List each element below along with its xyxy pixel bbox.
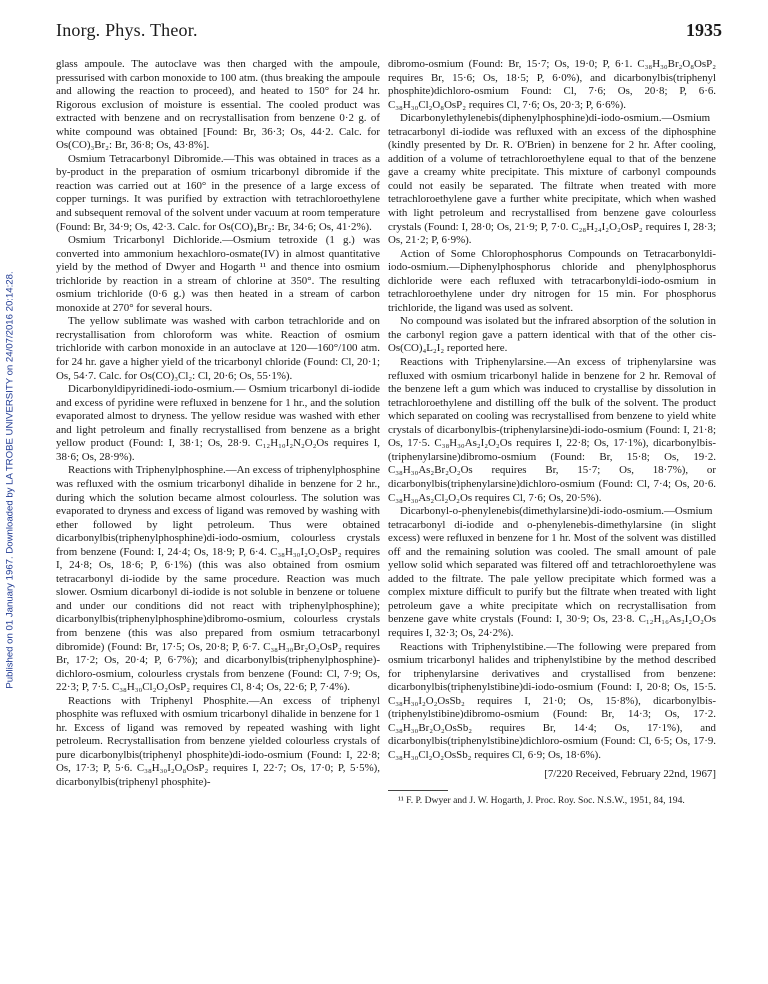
paragraph: Osmium Tricarbonyl Dichloride.—Osmium tetroxide (1 g.) was converted into ammonium hexachloro-osmate(IV) in almost quantitative yield by the method of Dwyer and Hogarth ¹¹ and thence into osmium trichloride by reaction in a stream of chlorine at 350°. The resulting osmium trichloride (0·6 g.) was then heated in a stream of carbon monoxide at 270° for several hours. [56,234,380,314]
paragraph: dibromo-osmium (Found: Br, 15·7; Os, 19·0; P, 6·1. C₃₈H₃₀Br₂O₈OsP₂ requires Br, 15·6; Os, 18·5; P, 6·0%), and dicarbonylbis(triphenyl phosphite)dichloro-osmium Found: Cl, 7·6; Os, 20·8; P, 6·6. C₃₈H₃₀Cl₂O₈OsP₂ requires Cl, 7·6; Os, 20·3; P, 6·6%). [388,58,716,111]
footnote: ¹¹ F. P. Dwyer and J. W. Hogarth, J. Proc. Roy. Soc. N.S.W., 1951, 84, 194. [398,794,685,806]
received-date: [7/220 Received, February 22nd, 1967] [544,768,716,781]
footnote-divider [388,790,448,791]
running-header [56,20,722,46]
journal-title: Inorg. Phys. Theor. [56,20,198,40]
paragraph: glass ampoule. The autoclave was then charged with the ampoule, pressurised with carbon monoxide to 100 atm. (thus breaking the ampoule and allowing the reaction to proceed), and heated to 150° for 24 hr. Rigorous exclusion of moisture is essential. The cooled product was extracted with benzene and on recrystallisation from benzene 0·2 g. of white compound was obtained [Found: Br, 36·3; Os, 44·2. Calc. for Os(CO)₃Br₂: Br, 36·8; Os, 43·8%]. [56,58,380,152]
publication-notice-text: Published on 01 January 1967. Downloaded by LA TROBE UNIVERSITY on 24/07/2016 20:14:28. [4,271,16,689]
paragraph: Action of Some Chlorophosphorus Compounds on Tetracarbonyldi-iodo-osmium.—Diphenylphosphorus chloride and phenylphosphorus dichloride were each refluxed with tetracarbonyldi-iodo-osmium in tetrachloroethylene under dry nitrogen for 15 min. For phosphorus trichloride, the ligand was used as solvent. [388,247,716,314]
paragraph: Reactions with Triphenylstibine.—The following were prepared from osmium tricarbonyl halides and triphenylstibine by the method described for triphenylarsine derivatives and crystallised from benzene: dicarbonylbis(triphenylstibine)di-iodo-osmium (Found: I, 20·8; Os, 15·5. C₃₈H₃₀I₂O₂OsSb₂ requires I, 21·0; Os, 15·8%), dicarbonylbis-(triphenylstibine)dibromo-osmium (Found: Br, 14·3; Os, 17·2. C₃₈H₃₀Br₂O₂OsSb₂ requires Br, 14·4; Os, 17·1%), and dicarbonylbis(triphenylstibine)dichloro-osmium (Found: Cl, 6·5; Os, 17·9. C₃₈H₃₀Cl₂O₂OsSb₂ requires Cl, 6·9; Os, 18·6%). [388,640,716,761]
paragraph: Dicarbonylethylenebis(diphenylphosphine)di-iodo-osmium.—Osmium tetracarbonyl di-iodide was refluxed with an excess of the diphosphine (kindly presented by Dr. R. O'Brien) in benzene for 2 hr. After cooling, addition of a volume of tetrachloroethylene equal to that of the benzene gave a creamy white precipitate. This mixture of carbonyl compounds could not easily be separated. The filtrate when treated with more tetrachloroethylene gave a further white precipitate, which when washed with light petroleum and recrystallised from benzene gave colourless crystals (Found: I, 28·0; Os, 21·9; P, 7·0. C₂₈H₂₄I₂O₂OsP₂ requires I, 28·3; Os, 21·2; P, 6·9%). [388,112,716,247]
paragraph: Dicarbonyl-o-phenylenebis(dimethylarsine)di-iodo-osmium.—Osmium tetracarbonyl di-iodide and o-phenylenebis-dimethylarsine (in slight excess) were refluxed in benzene for 1 hr. Most of the solvent was distilled off and the remaining solution was cooled. The small amount of pale yellow solid which separated was filtered off and tetrachloroethylene was added to the filtrate. The pale yellow precipitate which formed was a complex mixture difficult to purify but the filtrate when treated with light petroleum gave a white precipitate which on recrystallisation from benzene gave white crystals (Found: I, 30·9; Os, 23·8. C₁₂H₁₆As₂I₂O₂Os requires I, 32·3; Os, 24·2%). [388,505,716,639]
publication-notice [2,60,18,900]
paragraph: Reactions with Triphenylarsine.—An excess of triphenylarsine was refluxed with osmium tricarbonyl halide in benzene for 2 hr. Removal of the benzene left a gum which was induced to crystallise by dissolution in tetrachloroethylene and distilling off the bulk of the solvent. The product which separated on cooling was recrystallised from benzene to yield white crystals of dicarbonylbis-(triphenylarsine)di-iodo-osmium (Found: I, 21·8; Os, 17·5. C₃₈H₃₀As₂I₂O₂Os requires I, 22·8; Os, 17·1%), dicarbonylbis-(triphenylarsine)dibromo-osmium (Found: Br, 15·8; Os, 19·2. C₃₈H₃₀As₂Br₂O₂Os requires Br, 15·7; Os, 18·7%), or dicarbonylbis(triphenylarsine)dichloro-osmium (Found: Cl, 7·4; Os, 20·6. C₃₈H₃₀As₂Cl₂O₂Os requires Cl, 7·6; Os, 20·5%). [388,356,716,504]
paragraph: Dicarbonyldipyridinedi-iodo-osmium.— Osmium tricarbonyl di-iodide and excess of pyridine were refluxed in benzene for 1 hr., and the solution evaporated almost to dryness. The yellow residue was washed with ether and light petroleum and finally recrystallised from benzene as a bright yellow product (Found: I, 38·1; Os, 28·9. C₁₂H₁₀I₂N₂O₂Os requires I, 38·6; Os, 28·9%). [56,383,380,463]
paragraph: Osmium Tetracarbonyl Dibromide.—This was obtained in traces as a by-product in the preparation of osmium tricarbonyl dibromide if the reaction was carried out at 160° in the presence of a large excess of copper turnings. It was purified by extraction with tetrachloroethylene and subsequent removal of the solvent under vacuum at room temperature (Found: Br, 34·9; Os, 42·3. Calc. for Os(CO)₄Br₂: Br, 34·6; Os, 41·2%). [56,152,380,233]
paragraph: Reactions with Triphenyl Phosphite.—An excess of triphenyl phosphite was refluxed with osmium tricarbonyl dihalide in benzene for 1 hr. Excess of ligand was removed by repeated washing with light petroleum. Recrystallisation from benzene yielded colourless crystals of pure dicarbonylbis(triphenyl phosphite)di-iodo-osmium (Found: I, 22·8; Os, 17·3; P, 5·6. C₃₈H₃₀I₂O₈OsP₂ requires I, 22·7; Os, 17·0; P, 5·5%), dicarbonylbis(triphenyl phosphite)- [56,694,380,788]
paragraph: No compound was isolated but the infrared absorption of the solution in the carbonyl region gave a pattern identical with that of the other cis-Os(CO)₄L₂I₂ reported here. [388,315,716,355]
paragraph: The yellow sublimate was washed with carbon tetrachloride and on recrystallisation from chloroform was white. Reaction of osmium trichloride with carbon monoxide in an autoclave at 120—160°/100 atm. for 24 hr. gave a higher yield of the tricarbonyl chloride (Found: Cl, 20·1; Os, 54·7. Calc. for Os(CO)₃Cl₂: Cl, 20·6; Os, 55·1%). [56,315,380,382]
left-column [56,58,380,790]
right-column [388,58,716,807]
page-number: 1935 [686,20,722,40]
paragraph: Reactions with Triphenylphosphine.—An excess of triphenylphosphine was refluxed with the osmium tricarbonyl dihalide in benzene for 2 hr., during which the solution became almost colourless. The solution was evaporated to dryness and excess of ligand was removed by washing with ether followed by light petroleum. Thus were obtained dicarbonylbis(triphenylphosphine)di-iodo-osmium, colourless crystals from benzene (Found: I, 24·4; Os, 18·9; P, 6·4. C₃₈H₃₀I₂O₂OsP₂ requires I, 24·8; Os, 18·6; P, 6·1%) (this was also obtained from osmium tetracarbonyl di-iodide by the same procedure. Reaction was much slower. Osmium dicarbonyl di-iodide is not soluble in benzene or toluene and under our conditions did not react with triphenylphosphine); dicarbonylbis(triphenylphosphine)dibromo-osmium, colourless crystals from benzene (this was also prepared from osmium tetracarbonyl dibromide) (Found: Br, 17·5; Os, 20·8; P, 6·7. C₃₈H₃₀Br₂O₂OsP₂ requires Br, 17·2; Os, 20·4; P, 6·7%); and dicarbonylbis(triphenylphosphine)-dichloro-osmium, colourless crystals from benzene (Found: Cl, 7·9; Os, 22·3; P, 7·5. C₃₈H₃₀Cl₂O₂OsP₂ requires Cl, 8·4; Os, 22·6; P, 7·4%). [56,464,380,694]
